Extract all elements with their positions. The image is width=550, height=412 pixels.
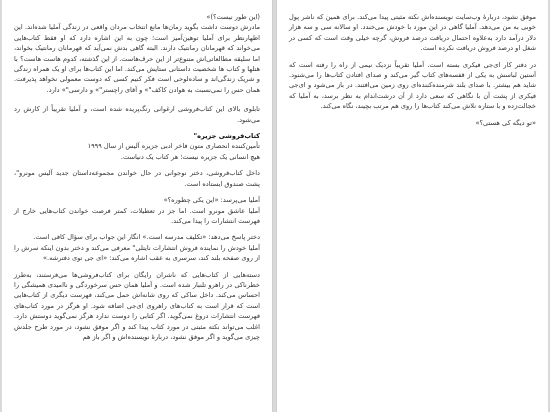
left-page-text xyxy=(2,0,272,342)
paragraph: تأمین‌کننده انحصاری متون فاخر ادبی جزیره آلیس از سال ۱۹۹۹ xyxy=(87,142,260,151)
left-page xyxy=(2,0,273,412)
paragraph: موفق نشود، دربارهٔ وب‌سایت نویسنده‌اش نکته مثبتی پیدا می‌کند. برای همین که ناشر پول خوبی به من می‌دهد. آملیا گاهی در این مورد با خودش می‌خندد. او سالانه سی و سه هزار دلار درآمد دارد به‌علاوه احتمال دریافت درصد فروش، گرچه خیلی وقت است که کسی در شغل او درصد فروش دریافت نکرده است. xyxy=(289,13,536,53)
paragraph: تابلوی بالای این کتاب‌فروشی ارغوانی رنگ‌پریده شده است، و آملیا تقریباً از کارش رد می‌شود. xyxy=(14,105,260,124)
paragraph: آملیا خودش را نماینده فروش انتشارات نایتلی" معرفی می‌کند و دختر بدون اینکه سرش را از روی صفحه بلند کند، سرسری به عقب اشاره می‌کند: «ای جی توی دفترشه.» xyxy=(14,243,260,263)
right-page xyxy=(276,0,548,412)
paragraph: مادرش دوست داشت بگوید رمان‌ها مانع انتخاب مردان واقعی در زندگی آملیا شده‌اند. این اظهارنظر برای آملیا توهین‌آمیز است؛ چون به این اشاره دارد که او فقط کتاب‌هایی می‌خواند که قهرمانان رمانتیک دارند. البته گاهی بدش نمی‌آید که قهرمانان رمانتیک بخواند، اما سلیقه مطالعاتی‌اش متنوع‌تر از این حرف‌هاست. از این گذشته، کدوم هاست ها‌ست؟ با هتلها و کتاب ها شخصیت داستانی ستایش می‌کند. اما این کتاب‌ها برای او یک همراه زندگی و شریک زندگی‌اند و ساده‌لوحی است فکر کنیم کسی که دوست معمولی نخواهد پذیرفت. همان حس را نمی‌نسبت به هوادن کاکف"» و آقای راچستر"» و دارسی"» دارد. xyxy=(14,23,260,94)
paragraph: داخل کتاب‌فروشی، دختر نوجوانی در حال خواندن مجموعه‌داستان جدید آلیس مونرو"، پشت صندوق ایستاده است. xyxy=(14,169,260,188)
paragraph: (این طور نیست؟)» xyxy=(206,13,260,21)
paragraph: «تو دیگه کی هستی؟» xyxy=(475,118,536,127)
paragraph: آملیا می‌پرسد: «این یکی چطوره؟» xyxy=(163,196,260,205)
paragraph: در دفتر کار ای‌جی فیکری بسته است. آملیا تقریباً نزدیک نیمی از راه را رفته است که آستین لباسش به یکی از قفسه‌های کتاب گیر می‌کند و صدای افتادن کتاب‌ها را می‌شنود. شاید هم بیشتر. با صدای بلند شرمنده‌کننده‌ای روی زمین می‌افتند. در باز می‌شود و ای‌جی فیکری از پشت آن با نگاهی که سعی دارد از آن درشت‌اندام به نظر برسد، به آملیا که خجالت‌زده و با ستاره نلاش می‌کند کتاب‌ها را روی هم مرتب بچیند، نگاه می‌کند. xyxy=(289,60,536,111)
spacer xyxy=(14,95,260,104)
bookshop-heading: کتاب‌فروشی جزیره" xyxy=(193,132,260,141)
paragraph: دسته‌هایی از کتاب‌هایی که ناشران رایگان برای کتاب‌فروشی‌ها می‌فرستند، به‌طرز خطرناکی در راهرو تلنبار شده است. و آملیا همان حس سرخوردگی و ناامیدی همیشگی را احساس می‌کند. داخل ساکی که روی شانه‌اش حمل می‌کند، فهرست دیگری از کتاب‌هایی است که قرار است به کتاب‌های راهروی ای‌جی اضافه شود. او هرگز در مورد کتاب‌های فهرست انتشارات دروغ نمی‌گوید. اگر کتابی را دوست ندارد هرگز نمی‌گوید دوستش دارد. اغلب می‌تواند نکته مثبتی در مورد کتاب پیدا کند و اگر موفق نشود، در مورد طرح جلدش چیزی می‌گوید و اگر موفق نشود، دربارهٔ نویسنده‌اش و اگر باز هم xyxy=(14,270,260,341)
paragraph: آملیا عاشق مونرو است. اما جز در تعطیلات، کمتر فرصت خواندن کتاب‌هایی خارج از فهرست انتشارات را پیدا می‌کند. xyxy=(14,206,260,225)
right-page-text xyxy=(277,0,548,128)
paragraph: دختر پاسخ می‌دهد: «تکلیف مدرسه است.» انگار این جواب برای سؤال کافی است. xyxy=(33,233,260,242)
paragraph: هیچ انسانی یک جزیره نیست؛ هر کتاب یک دنیاست. xyxy=(120,152,260,161)
